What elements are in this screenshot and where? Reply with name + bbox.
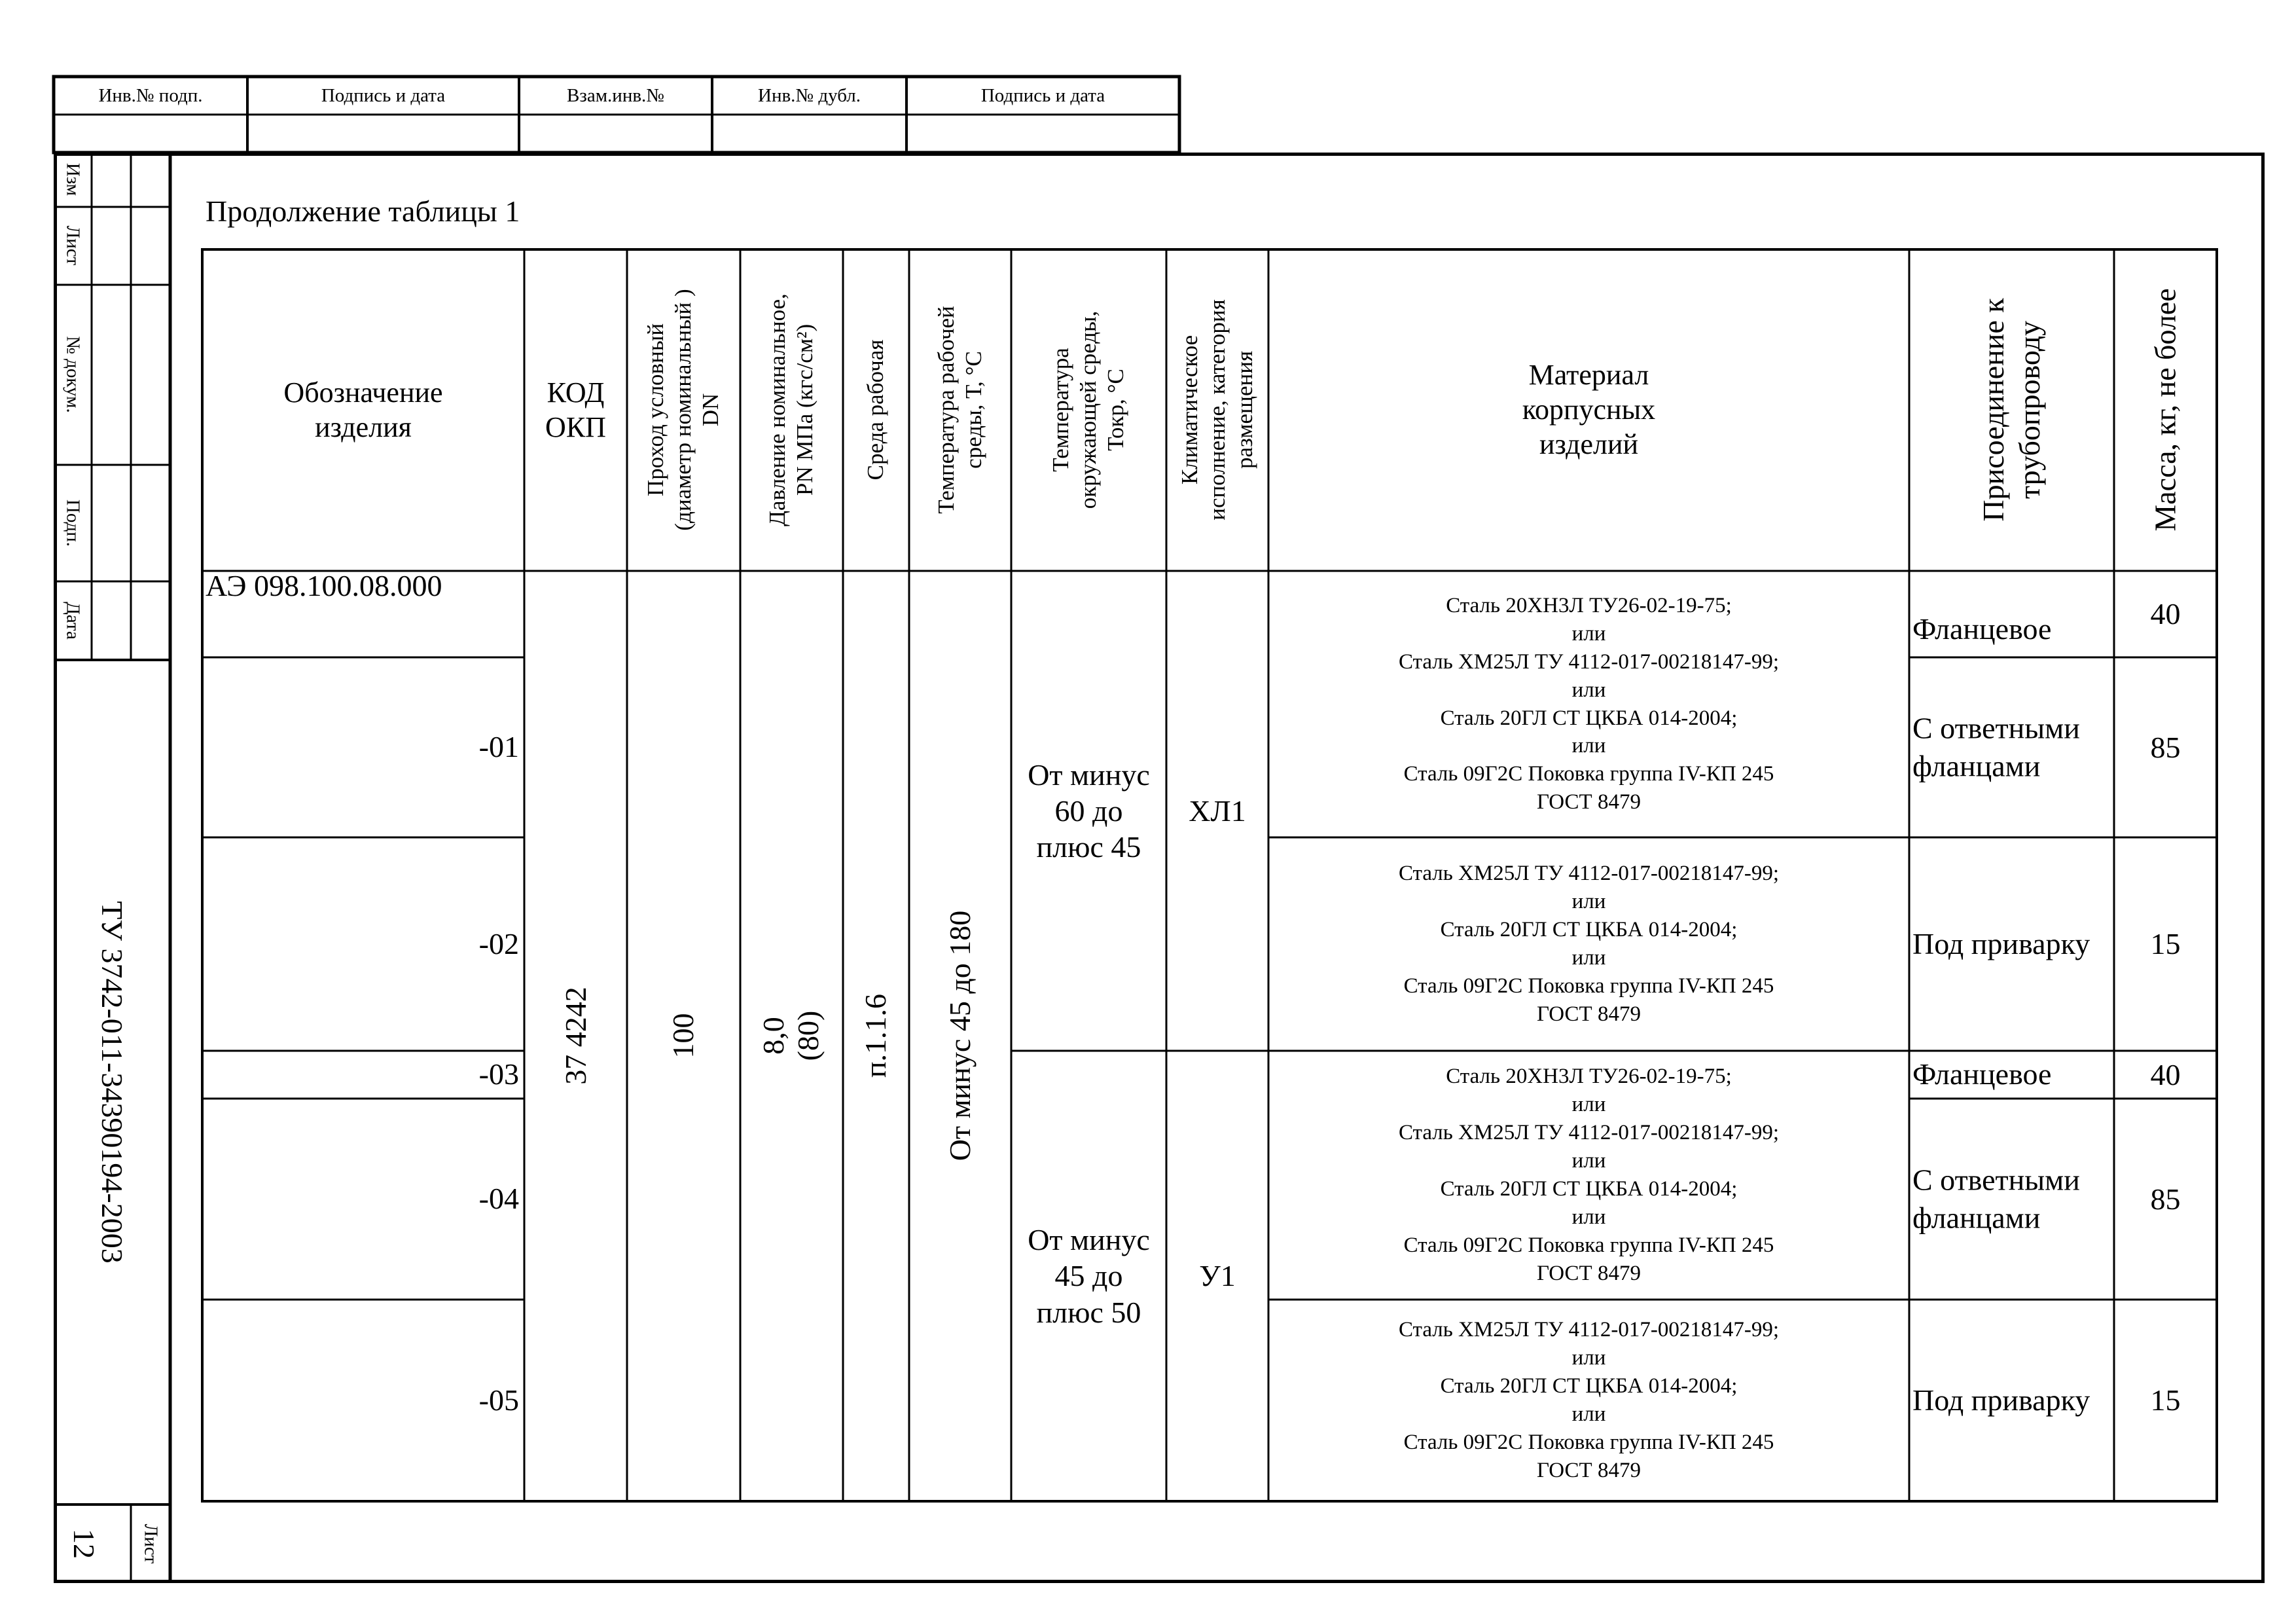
stamp-inv-podp: Инв.№ подп. — [98, 84, 203, 106]
table-row-designation: -04 — [478, 1182, 519, 1215]
stamp-vzam-inv: Взам.инв.№ — [567, 84, 664, 106]
header-connection: Присоединение к трубопроводу — [1976, 298, 2046, 522]
header-temp-ambient: Температура окружающей среды, Токр, °С — [1048, 310, 1128, 509]
material-cell: Сталь ХМ25Л ТУ 4112-017-00218147-99; или Сталь 20ГЛ СТ ЦКБА 014-2004; или Сталь 09Г2С Поковка группа IV-КП 245 ГОСТ 8479 — [1398, 1318, 1780, 1482]
stamp-podp: Подп. — [62, 499, 84, 547]
material-cell: Сталь 20ХН3Л ТУ26-02-19-75; или Сталь ХМ25Л ТУ 4112-017-00218147-99; или Сталь 20ГЛ СТ ЦКБА 014-2004; или Сталь 09Г2С Поковка группа IV-КП 245 ГОСТ 8479 — [1398, 1065, 1780, 1285]
stamp-doc-number: № докум. — [62, 336, 84, 413]
mass-cell: 40 — [2150, 1057, 2181, 1091]
table-row-designation: -05 — [478, 1383, 519, 1417]
header-mass: Масса, кг, не более — [2148, 288, 2182, 532]
material-cell: Сталь ХМ25Л ТУ 4112-017-00218147-99; или Сталь 20ГЛ СТ ЦКБА 014-2004; или Сталь 09Г2С Поковка группа IV-КП 245 ГОСТ 8479 — [1398, 862, 1780, 1026]
value-temp-medium: От минус 45 до 180 — [943, 910, 977, 1161]
header-dn: Проход условный (диаметр номинальный ) DN — [643, 289, 723, 531]
header-climate: Климатическое исполнение, категория размещения — [1177, 299, 1257, 520]
table-row-designation: -02 — [478, 927, 519, 960]
value-dn: 100 — [666, 1013, 700, 1059]
mass-cell: 15 — [2150, 927, 2181, 961]
header-okp: КОД ОКП — [545, 376, 606, 443]
connection-cell: Фланцевое — [1912, 1057, 2052, 1091]
connection-cell: С ответными фланцами — [1912, 1163, 2080, 1234]
stamp-inv-dubl: Инв.№ дубл. — [758, 84, 861, 106]
table-row-designation: -01 — [478, 730, 519, 763]
mass-cell: 15 — [2150, 1383, 2181, 1417]
connection-cell: Под приварку — [1912, 1383, 2090, 1417]
value-okp: 37 4242 — [559, 987, 592, 1085]
table-row-designation: -03 — [478, 1057, 519, 1091]
sheet-label: Лист — [140, 1523, 162, 1564]
document-code: ТУ 3742-011-34390194-2003 — [96, 901, 129, 1264]
stamp-data: Дата — [62, 602, 84, 640]
connection-cell: С ответными фланцами — [1912, 711, 2080, 782]
value-temp-ambient-group2: От минус 45 до плюс 50 — [1028, 1223, 1150, 1329]
value-temp-ambient-group1: От минус 60 до плюс 45 — [1028, 757, 1150, 864]
stamp-list: Лист — [62, 225, 84, 266]
header-material: Материал корпусных изделий — [1522, 359, 1656, 460]
connection-cell: Фланцевое — [1912, 612, 2052, 646]
material-cell: Сталь 20ХН3Л ТУ26-02-19-75; или Сталь ХМ25Л ТУ 4112-017-00218147-99; или Сталь 20ГЛ СТ ЦКБА 014-2004; или Сталь 09Г2С Поковка группа IV-КП 245 ГОСТ 8479 — [1398, 593, 1780, 814]
header-medium: Среда рабочая — [863, 339, 888, 481]
mass-cell: 40 — [2150, 597, 2181, 631]
stamp-izm: Изм — [62, 162, 84, 196]
value-climate-group1: ХЛ1 — [1189, 793, 1246, 828]
value-climate-group2: У1 — [1199, 1259, 1236, 1293]
mass-cell: 85 — [2150, 1182, 2181, 1216]
stamp-signature-date-1: Подпись и дата — [321, 84, 446, 106]
connection-cell: Под приварку — [1912, 927, 2090, 960]
header-temp-medium: Температура рабочей среды, Т, °С — [933, 306, 986, 514]
table-caption: Продолжение таблицы 1 — [206, 194, 520, 228]
value-medium: п.1.1.6 — [859, 993, 892, 1078]
mass-cell: 85 — [2150, 730, 2181, 764]
sheet-number: 12 — [67, 1529, 101, 1559]
header-designation: Обозначение изделия — [283, 376, 443, 443]
value-pressure: 8,0 (80) — [757, 1010, 825, 1061]
header-pressure: Давление номинальное, PN МПа (кгс/см²) — [764, 293, 817, 526]
stamp-signature-date-2: Подпись и дата — [980, 84, 1105, 106]
